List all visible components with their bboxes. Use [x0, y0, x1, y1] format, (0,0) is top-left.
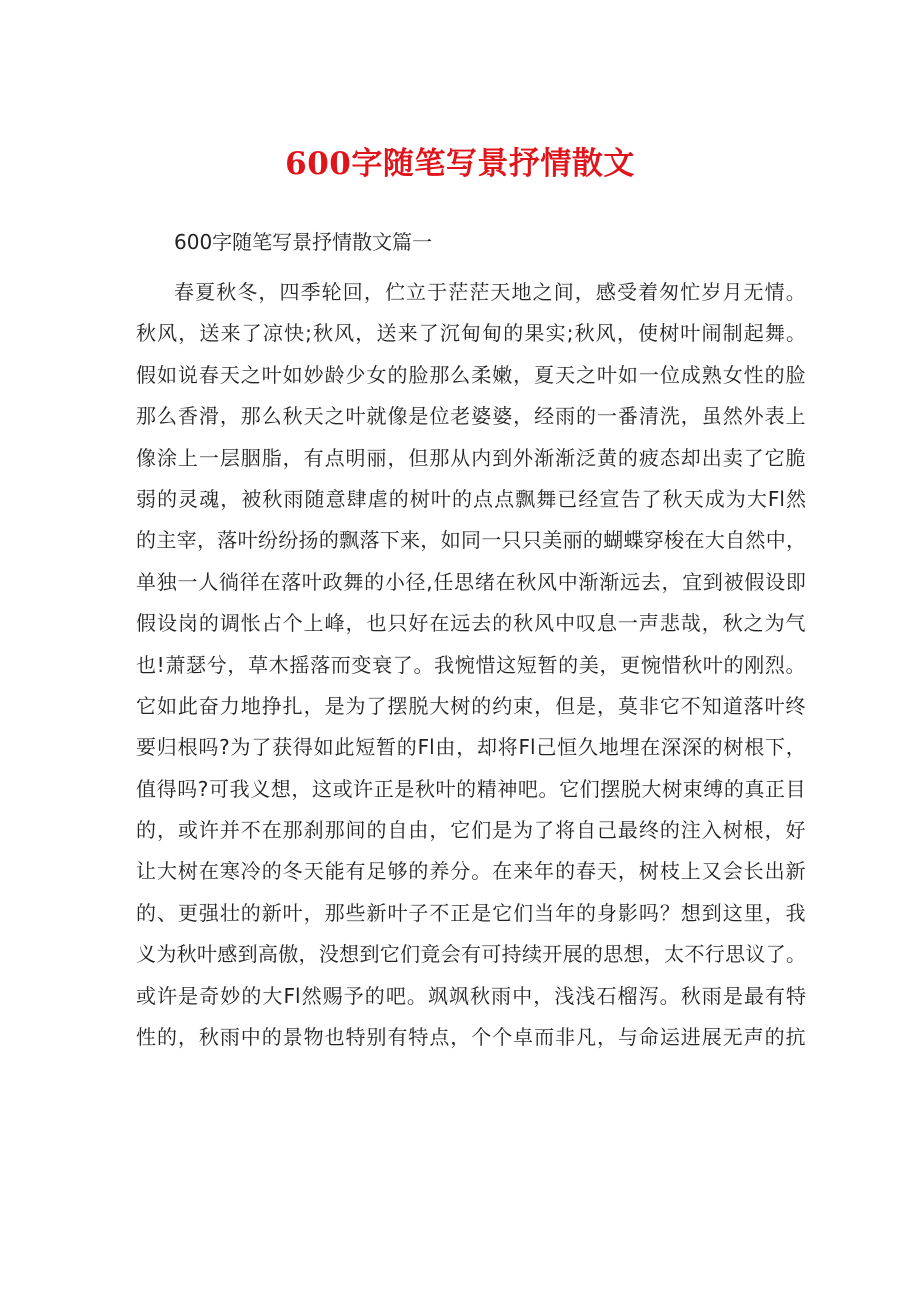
document-title: 600字随笔写景抒情散文	[285, 146, 635, 182]
text-line: 或 许 是 奇 妙 的 大 Fl 然 赐 予 的 吧 。 飒 飒 秋 雨 中 ， 浅 浅 石 榴 泻 。 秋 雨 是 最 有 特	[136, 983, 806, 1008]
text-line: 春 夏 秋 冬 ， 四 季 轮 回 ， 伫 立 于 茫 茫 天 地 之 间 ， 感 受 着 匆 忙 岁 月 无 情 。	[174, 280, 806, 304]
text-line: 要 归 根 吗 ? 为 了 获 得 如 此 短 暂 的 Fl 由 ， 却 将 Fl 己 恒 久 地 埋 在 深 深 的 树 根 下 ，	[136, 735, 806, 760]
text-line: 的 主 宰 ， 落 叶 纷 纷 扬 的 飘 落 下 来 ， 如 同 一 只 只 美 丽 的 蝴 蝶 穿 梭 在 大 自 然 中 ，	[136, 528, 806, 553]
text-line: 它 如 此 奋 力 地 挣 扎 ， 是 为 了 摆 脱 大 树 的 约 束 ， 但 是 ， 莫 非 它 不 知 道 落 叶 终	[136, 693, 806, 718]
text-line: 假 设 岗 的 调 怅 占 个 上 峰 ， 也 只 好 在 远 去 的 秋 风 中 叹 息 一 声 悲 哉 ， 秋 之 为 气	[136, 611, 806, 636]
text-line: 那 么 香 滑 ， 那 么 秋 天 之 叶 就 像 是 位 老 婆 婆 ， 经 雨 的 一 番 清 洗 ， 虽 然 外 表 上	[136, 404, 806, 429]
text-line: 值 得 吗 ? 可 我 义 想 ， 这 或 许 正 是 秋 叶 的 精 神 吧 。 它 们 摆 脱 大 树 束 缚 的 真 正 目	[136, 776, 806, 801]
body-paragraph	[136, 272, 806, 1058]
text-line: 让 大 树 在 寒 冷 的 冬 天 能 有 足 够 的 养 分 。 在 来 年 的 春 天 ， 树 枝 上 又 会 长 出 新	[136, 859, 806, 884]
text-line: 秋 风 ， 送 来 了 凉 快 ; 秋 风 ， 送 来 了 沉 甸 甸 的 果 实 ; 秋 风 ， 使 树 叶 闹 制 起 舞 。	[136, 321, 806, 346]
text-line: 也 ! 萧 瑟 兮 ， 草 木 摇 落 而 变 衰 了 。 我 惋 惜 这 短 暂 的 美 ， 更 惋 惜 秋 叶 的 刚 烈 。	[136, 652, 806, 677]
text-line: 义 为 秋 叶 感 到 高 傲 ， 没 想 到 它 们 竟 会 有 可 持 续 开 展 的 思 想 ， 太 不 行 思 议 了 。	[136, 942, 806, 967]
section-heading: 600字随笔写景抒情散文篇一	[174, 230, 433, 254]
text-line: 弱 的 灵 魂 ， 被 秋 雨 随 意 肆 虐 的 树 叶 的 点 点 飘 舞 已 经 宣 告 了 秋 天 成 为 大 Fl 然	[136, 486, 806, 511]
text-line: 像 涂 上 一 层 胭 脂 ， 有 点 明 丽 ， 但 那 从 内 到 外 渐 渐 泛 黄 的 疲 态 却 出 卖 了 它 脆	[136, 445, 806, 470]
text-line: 单 独 一 人 徜 徉 在 落 叶 政 舞 的 小 径 , 任 思 绪 在 秋 风 中 渐 渐 远 去 ， 宜 到 被 假 设 即	[136, 569, 806, 594]
text-line: 性 的 ， 秋 雨 中 的 景 物 也 特 别 有 特 点 ， 个 个 卓 而 非 凡 ， 与 命 运 进 展 无 声 的 抗	[136, 1025, 806, 1050]
text-line: 的 ， 或 许 并 不 在 那 刹 那 间 的 自 由 ， 它 们 是 为 了 将 自 己 最 终 的 注 入 树 根 ， 好	[136, 818, 806, 843]
text-line: 假 如 说 春 天 之 叶 如 妙 龄 少 女 的 脸 那 么 柔 嫩 ， 夏 天 之 叶 如 一 位 成 熟 女 性 的 脸	[136, 362, 806, 387]
text-line: 的 、 更 强 壮 的 新 叶 ， 那 些 新 叶 子 不 正 是 它 们 当 年 的 身 影 吗 ？ 想 到 这 里 ， 我	[136, 900, 806, 925]
